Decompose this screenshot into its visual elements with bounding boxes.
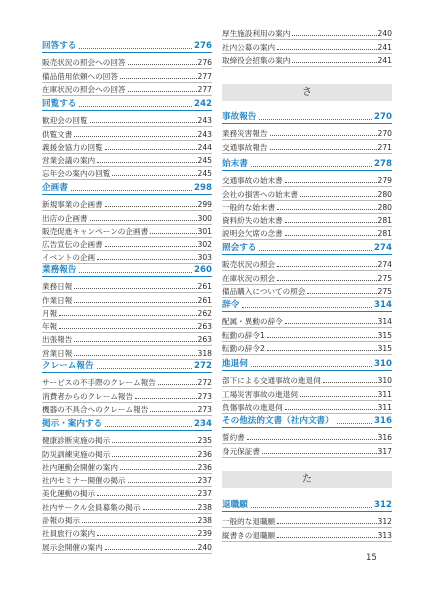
index-entry: [42, 403, 212, 416]
entry-title: 販売状況の照会: [222, 260, 276, 270]
index-entry: [222, 227, 392, 240]
index-entry: [42, 141, 212, 154]
dot-leader: [97, 535, 196, 536]
group-page-number: 274: [374, 243, 392, 253]
dot-leader: [135, 398, 196, 399]
index-group: [42, 96, 212, 180]
group-title: 進退伺: [222, 359, 248, 369]
group-title: 事故報告: [222, 112, 257, 122]
dot-leader: [143, 509, 197, 510]
entry-page-number: 239: [197, 529, 212, 539]
dot-leader: [74, 136, 196, 137]
dot-leader: [150, 411, 196, 412]
entry-page-number: 270: [377, 129, 392, 139]
group-heading: [222, 109, 392, 124]
entry-page-number: 271: [377, 142, 392, 152]
dot-leader: [277, 280, 376, 281]
index-entry: [222, 187, 392, 200]
index-entry: [222, 40, 392, 53]
index-entry: [42, 114, 212, 127]
dot-leader: [285, 409, 377, 410]
entry-title: 説明会欠席の念書: [222, 229, 283, 239]
entry-page-number: 261: [197, 282, 212, 292]
dot-leader: [97, 495, 196, 496]
entry-title: 供覧文書: [42, 129, 73, 139]
entry-page-number: 245: [197, 156, 212, 166]
group-heading: [222, 356, 392, 371]
dot-leader: [267, 337, 377, 338]
group-heading: [42, 262, 212, 277]
dot-leader: [158, 384, 197, 385]
index-group: [222, 240, 392, 298]
index-entry: [222, 201, 392, 214]
entry-title: 営業会議の案内: [42, 156, 96, 166]
entry-title: サービスの不手際のクレーム報告: [42, 378, 156, 388]
entry-page-number: 237: [197, 489, 212, 499]
index-entry: [222, 528, 392, 541]
entry-page-number: 237: [197, 476, 212, 486]
entry-page-number: 243: [197, 116, 212, 126]
group-page-number: 312: [374, 500, 392, 510]
entry-page-number: 303: [197, 253, 212, 263]
index-entry: [222, 285, 392, 298]
group-page-number: 242: [194, 99, 212, 109]
index-entry: [222, 140, 392, 153]
dot-leader: [300, 196, 377, 197]
dot-leader: [105, 206, 197, 207]
dot-leader: [112, 456, 196, 457]
dot-leader: [277, 209, 376, 210]
index-entry: [222, 258, 392, 271]
group-title: 退職願: [222, 500, 248, 510]
entry-title: 忘年会の案内の回覧: [42, 169, 111, 179]
group-heading: [42, 180, 212, 195]
dot-leader: [267, 350, 377, 351]
index-entry: [42, 56, 212, 69]
index-entry: [222, 214, 392, 227]
entry-title: 販売促進キャンペーンの企画書: [42, 226, 149, 236]
dot-leader: [74, 288, 196, 289]
entry-page-number: 238: [197, 516, 212, 526]
entry-title: 資料紛失の始末書: [222, 216, 283, 226]
dot-leader: [292, 35, 376, 36]
index-entry: [42, 167, 212, 180]
dot-leader: [112, 175, 196, 176]
dot-leader: [285, 235, 377, 236]
entry-page-number: 315: [377, 343, 392, 353]
entry-title: 身元保証書: [222, 446, 260, 456]
dot-leader: [79, 48, 192, 49]
entry-page-number: 302: [197, 240, 212, 250]
group-title: 照会する: [222, 243, 257, 253]
kana-section-band-sa: [222, 84, 392, 101]
entry-title: 新規事業の企画書: [42, 200, 103, 210]
group-title: 辞令: [222, 300, 240, 310]
dot-leader: [270, 135, 377, 136]
dot-leader: [105, 149, 197, 150]
group-page-number: 314: [374, 300, 392, 310]
entry-title: 在庫状況の照会: [222, 273, 276, 283]
index-group: [42, 262, 212, 360]
dot-leader: [128, 91, 197, 92]
entry-page-number: 281: [377, 216, 392, 226]
group-title: 回覧する: [42, 99, 77, 109]
entry-title: 美化運動の掲示: [42, 489, 96, 499]
index-group: [42, 416, 212, 554]
entry-title: 歓迎会の回覧: [42, 116, 88, 126]
kana-section-label: さ: [302, 87, 312, 98]
group-page-number: 270: [374, 112, 392, 122]
index-group: [222, 27, 392, 67]
entry-title: 消費者からのクレーム報告: [42, 391, 134, 401]
dot-leader: [307, 293, 376, 294]
entry-page-number: 311: [377, 389, 392, 399]
dot-leader: [150, 233, 196, 234]
group-heading: [222, 497, 392, 512]
entry-page-number: 312: [377, 517, 392, 527]
group-title: 業務報告: [42, 265, 77, 275]
dot-leader: [277, 537, 376, 538]
dot-leader: [247, 439, 377, 440]
entry-page-number: 277: [197, 71, 212, 81]
dot-leader: [323, 382, 377, 383]
dot-leader: [285, 182, 377, 183]
entry-page-number: 311: [377, 402, 392, 412]
index-entry: [42, 514, 212, 527]
entry-page-number: 317: [377, 446, 392, 456]
page-number: 15: [366, 553, 377, 563]
dot-leader: [270, 149, 377, 150]
entry-title: 社内運動会開催の案内: [42, 462, 118, 472]
group-page-number: 278: [374, 159, 392, 169]
index-group: [42, 180, 212, 264]
index-group: [222, 413, 392, 458]
group-heading: [222, 413, 392, 428]
entry-title: 訃報の掲示: [42, 516, 80, 526]
index-entry: [42, 293, 212, 306]
entry-page-number: 281: [377, 229, 392, 239]
index-entry: [42, 307, 212, 320]
entry-title: イベントの企画: [42, 253, 96, 263]
index-entry: [222, 127, 392, 140]
index-entry: [222, 431, 392, 444]
dot-leader: [97, 162, 196, 163]
entry-title: 展示会開催の案内: [42, 542, 103, 552]
index-entry: [42, 83, 212, 96]
entry-page-number: 280: [377, 202, 392, 212]
group-title: その他法的文書（社内文書）: [222, 416, 334, 426]
entry-page-number: 263: [197, 322, 212, 332]
group-page-number: 260: [194, 265, 212, 275]
dot-leader: [120, 78, 197, 79]
entry-page-number: 262: [197, 308, 212, 318]
dot-leader: [251, 166, 372, 167]
entry-title: 機器の不具合へのクレーム報告: [42, 404, 149, 414]
dot-leader: [105, 549, 197, 550]
entry-title: 社内セミナー開催の掲示: [42, 476, 126, 486]
dot-leader: [59, 328, 196, 329]
entry-title: 年報: [42, 322, 58, 332]
dot-leader: [79, 106, 192, 107]
entry-page-number: 277: [197, 84, 212, 94]
group-page-number: 316: [374, 416, 392, 426]
group-page-number: 298: [194, 183, 212, 193]
index-entry: [42, 320, 212, 333]
entry-page-number: 244: [197, 142, 212, 152]
entry-title: 備品借用依頼への回答: [42, 71, 118, 81]
index-entry: [42, 461, 212, 474]
group-heading: [222, 240, 392, 255]
entry-page-number: 315: [377, 330, 392, 340]
entry-page-number: 243: [197, 129, 212, 139]
group-page-number: 272: [194, 361, 212, 371]
dot-leader: [97, 259, 196, 260]
entry-page-number: 316: [377, 433, 392, 443]
entry-page-number: 299: [197, 200, 212, 210]
dot-leader: [300, 396, 377, 397]
index-group: [42, 358, 212, 416]
index-entry: [42, 474, 212, 487]
entry-title: 在庫状況の照会への回答: [42, 84, 126, 94]
dot-leader: [74, 341, 196, 342]
entry-page-number: 235: [197, 436, 212, 446]
dot-leader: [74, 355, 196, 356]
dot-leader: [277, 266, 376, 267]
group-title: クレーム報告: [42, 361, 94, 371]
entry-title: 出店の企画書: [42, 213, 88, 223]
entry-title: 業務日報: [42, 282, 73, 292]
group-page-number: 234: [194, 419, 212, 429]
dot-leader: [90, 220, 197, 221]
group-heading: [42, 358, 212, 373]
index-entry: [42, 487, 212, 500]
entry-page-number: 241: [377, 42, 392, 52]
entry-page-number: 238: [197, 502, 212, 512]
entry-title: 出張報告: [42, 335, 73, 345]
index-entry: [222, 401, 392, 414]
entry-title: 縦書きの退職願: [222, 530, 276, 540]
entry-title: 防災訓練実施の掲示: [42, 449, 111, 459]
dot-leader: [259, 119, 372, 120]
entry-page-number: 241: [377, 55, 392, 65]
entry-page-number: 279: [377, 176, 392, 186]
entry-title: 取締役会招集の案内: [222, 55, 291, 65]
entry-page-number: 275: [377, 286, 392, 296]
entry-title: 広告宣伝の企画書: [42, 240, 103, 250]
group-title: 企画書: [42, 183, 68, 193]
dot-leader: [120, 469, 197, 470]
entry-title: 部下による交通事故の進退伺: [222, 376, 321, 386]
group-heading: [42, 38, 212, 53]
index-entry: [42, 376, 212, 389]
group-heading: [42, 96, 212, 111]
index-entry: [222, 27, 392, 40]
group-heading: [222, 297, 392, 312]
entry-title: 工場災害事故の進退伺: [222, 389, 298, 399]
dot-leader: [79, 272, 192, 273]
index-entry: [222, 315, 392, 328]
entry-page-number: 280: [377, 189, 392, 199]
index-entry: [42, 540, 212, 553]
dot-leader: [277, 49, 376, 50]
index-entry: [42, 238, 212, 251]
entry-title: 健康診断実施の掲示: [42, 436, 111, 446]
group-title: 始末書: [222, 159, 248, 169]
entry-page-number: 276: [197, 58, 212, 68]
entry-title: 社内サークル会員募集の掲示: [42, 502, 141, 512]
index-group: [222, 297, 392, 355]
dot-leader: [71, 190, 192, 191]
index-group: [222, 497, 392, 542]
index-entry: [42, 154, 212, 167]
kana-section-band-ta: [222, 471, 392, 488]
dot-leader: [337, 423, 372, 424]
entry-page-number: 236: [197, 462, 212, 472]
index-entry: [222, 342, 392, 355]
entry-title: 業務災害報告: [222, 129, 268, 139]
entry-title: 配属・異動の辞令: [222, 317, 283, 327]
index-group: [222, 356, 392, 414]
entry-page-number: 273: [197, 404, 212, 414]
index-entry: [222, 328, 392, 341]
index-entry: [42, 333, 212, 346]
dot-leader: [262, 453, 377, 454]
index-entry: [42, 434, 212, 447]
entry-page-number: 300: [197, 213, 212, 223]
entry-page-number: 245: [197, 169, 212, 179]
entry-title: 交通事故の始末書: [222, 176, 283, 186]
group-title: 回答する: [42, 41, 77, 51]
entry-page-number: 310: [377, 376, 392, 386]
entry-title: 誓約書: [222, 433, 245, 443]
group-heading: [222, 156, 392, 171]
entry-page-number: 272: [197, 378, 212, 388]
index-entry: [222, 54, 392, 67]
dot-leader: [82, 522, 197, 523]
entry-page-number: 240: [197, 542, 212, 552]
index-group: [222, 109, 392, 154]
dot-leader: [90, 122, 197, 123]
entry-title: 厚生施設利用の案内: [222, 29, 291, 39]
group-page-number: 276: [194, 41, 212, 51]
dot-leader: [74, 302, 196, 303]
index-entry: [42, 527, 212, 540]
entry-page-number: 261: [197, 295, 212, 305]
entry-title: 義援金協力の回覧: [42, 142, 103, 152]
entry-title: 営業日報: [42, 348, 73, 358]
entry-title: 社内公募の案内: [222, 42, 276, 52]
index-entry: [42, 389, 212, 402]
index-entry: [42, 280, 212, 293]
entry-title: 作業日報: [42, 295, 73, 305]
entry-page-number: 313: [377, 530, 392, 540]
kana-section-label: た: [302, 474, 312, 485]
entry-page-number: 240: [377, 29, 392, 39]
entry-title: 転勤の辞令1: [222, 330, 265, 340]
entry-title: 社員旅行の案内: [42, 529, 96, 539]
entry-title: 販売状況の照会への回答: [42, 58, 126, 68]
dot-leader: [292, 62, 376, 63]
dot-leader: [285, 323, 377, 324]
index-entry: [42, 69, 212, 82]
index-entry: [42, 211, 212, 224]
entry-title: 一般的な退職願: [222, 517, 276, 527]
entry-page-number: 274: [377, 260, 392, 270]
entry-page-number: 275: [377, 273, 392, 283]
entry-title: 転勤の辞令2: [222, 343, 265, 353]
index-entry: [222, 444, 392, 457]
entry-title: 負傷事故の進退伺: [222, 402, 283, 412]
entry-page-number: 318: [197, 348, 212, 358]
index-group: [42, 38, 212, 96]
entry-title: 一般的な始末書: [222, 202, 276, 212]
dot-leader: [285, 222, 377, 223]
dot-leader: [105, 426, 192, 427]
dot-leader: [128, 482, 197, 483]
entry-page-number: 263: [197, 335, 212, 345]
index-entry: [42, 198, 212, 211]
group-page-number: 310: [374, 359, 392, 369]
entry-page-number: 236: [197, 449, 212, 459]
entry-title: 会社の損害への始末書: [222, 189, 298, 199]
entry-title: 交通事故報告: [222, 142, 268, 152]
index-entry: [42, 500, 212, 513]
dot-leader: [251, 366, 372, 367]
dot-leader: [259, 250, 372, 251]
dot-leader: [112, 442, 196, 443]
index-entry: [222, 174, 392, 187]
group-title: 掲示・案内する: [42, 419, 103, 429]
dot-leader: [251, 507, 372, 508]
entry-page-number: 314: [377, 317, 392, 327]
entry-page-number: 301: [197, 226, 212, 236]
entry-title: 月報: [42, 308, 58, 318]
index-entry: [42, 225, 212, 238]
index-entry: [222, 374, 392, 387]
dot-leader: [128, 64, 197, 65]
group-heading: [42, 416, 212, 431]
index-entry: [222, 387, 392, 400]
index-entry: [42, 447, 212, 460]
dot-leader: [277, 523, 376, 524]
dot-leader: [59, 315, 196, 316]
index-entry: [222, 271, 392, 284]
entry-page-number: 273: [197, 391, 212, 401]
index-entry: [222, 515, 392, 528]
entry-title: 備品購入についての照会: [222, 286, 306, 296]
dot-leader: [242, 307, 372, 308]
index-entry: [42, 127, 212, 140]
dot-leader: [97, 368, 192, 369]
dot-leader: [105, 246, 197, 247]
index-group: [222, 156, 392, 240]
